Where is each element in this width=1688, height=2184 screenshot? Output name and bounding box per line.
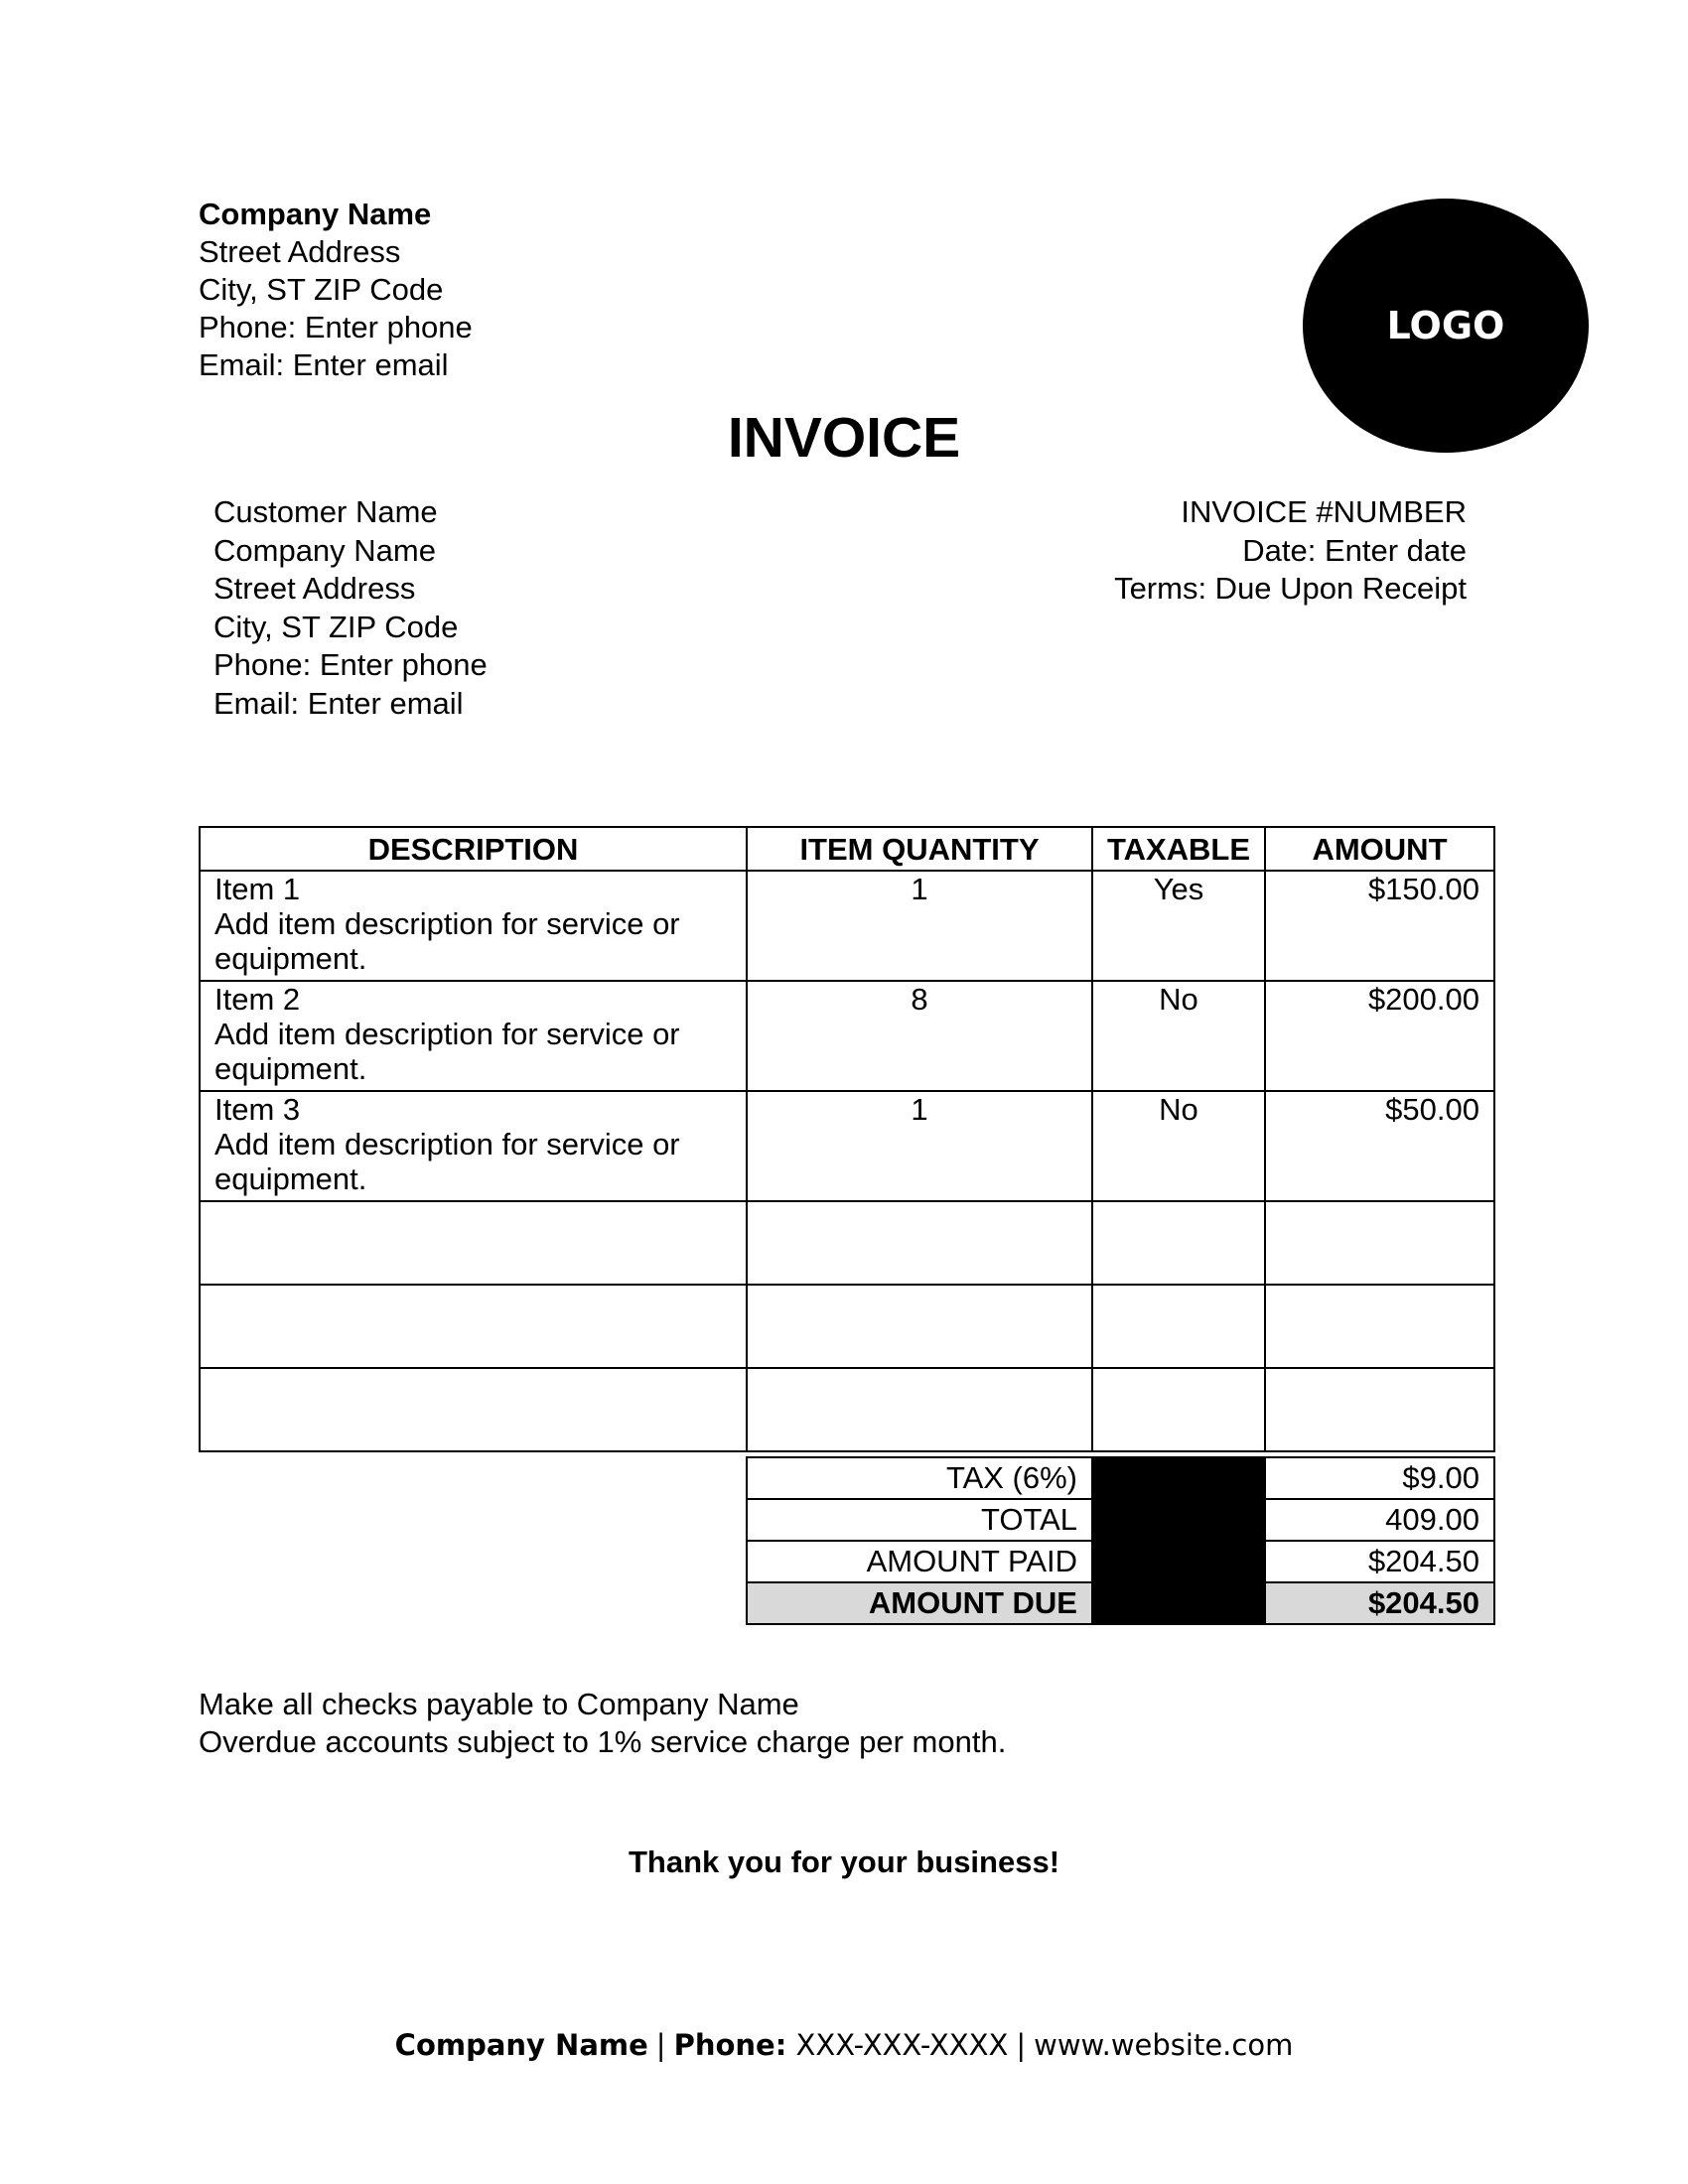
blackout-cell [1092,1457,1265,1499]
empty-cell [200,1201,747,1285]
item-name: Item 3 [214,1092,301,1127]
footer-phone: XXX-XXX-XXXX [795,2028,1009,2062]
empty-cell [1092,1201,1265,1285]
item-taxable: No [1092,981,1265,1091]
note-line-1: Make all checks payable to Company Name [199,1687,799,1721]
table-row [200,981,1494,1091]
header-quantity: ITEM QUANTITY [747,827,1092,871]
item-description: Add item description for service or equipment. [214,906,680,976]
header-description: DESCRIPTION [200,827,747,871]
tax-value: $9.00 [1265,1457,1494,1499]
due-value: $204.50 [1265,1582,1494,1624]
item-description: Add item description for service or equipment. [214,1017,680,1086]
item-amount: $50.00 [1265,1091,1494,1201]
item-taxable: Yes [1092,871,1265,981]
table-header-row [200,827,1494,871]
customer-company: Company Name [213,532,436,568]
footer [0,2028,1688,2062]
empty-cell [747,1201,1092,1285]
customer-phone: Phone: Enter phone [213,647,488,682]
item-description: Add item description for service or equipment. [214,1127,680,1196]
sender-email: Email: Enter email [199,347,449,382]
table-row [200,1091,1494,1201]
blackout-cell [1092,1541,1265,1582]
table-row [200,871,1494,981]
header-taxable: TAXABLE [1092,827,1265,871]
empty-cell [1265,1368,1494,1451]
empty-cell [1265,1201,1494,1285]
empty-row [200,1285,1494,1368]
note-line-2: Overdue accounts subject to 1% service charge per month. [199,1724,1007,1759]
empty-row [200,1201,1494,1285]
footer-separator: | [1016,2028,1027,2062]
item-description-cell [200,871,747,981]
total-label: TOTAL [747,1499,1092,1541]
tax-row [747,1457,1494,1499]
item-name: Item 2 [214,982,301,1017]
customer-name: Customer Name [213,494,438,529]
customer-email: Email: Enter email [213,685,464,721]
blackout-cell [1092,1582,1265,1624]
blackout-cell [1092,1499,1265,1541]
empty-cell [1265,1285,1494,1368]
item-quantity: 8 [747,981,1092,1091]
sender-company: Company Name [199,197,432,231]
tax-label: TAX (6%) [747,1457,1092,1499]
item-amount: $150.00 [1265,871,1494,981]
empty-row [200,1368,1494,1451]
invoice-meta [1114,493,1467,609]
logo-text: LOGO [1386,304,1505,347]
empty-cell [747,1368,1092,1451]
paid-label: AMOUNT PAID [747,1541,1092,1582]
sender-info [199,196,473,384]
thank-you-message: Thank you for your business! [628,1844,1060,1879]
footer-website: www.website.com [1034,2028,1294,2062]
paid-row [747,1541,1494,1582]
customer-city: City, ST ZIP Code [213,609,459,644]
sender-phone: Phone: Enter phone [199,310,473,344]
empty-cell [1092,1285,1265,1368]
item-quantity: 1 [747,1091,1092,1201]
total-value: 409.00 [1265,1499,1494,1541]
totals-table [746,1456,1495,1625]
due-label: AMOUNT DUE [747,1582,1092,1624]
empty-cell [200,1368,747,1451]
sender-street: Street Address [199,234,401,269]
invoice-date: Date: Enter date [1242,532,1467,568]
header-amount: AMOUNT [1265,827,1494,871]
paid-value: $204.50 [1265,1541,1494,1582]
item-taxable: No [1092,1091,1265,1201]
invoice-terms: Terms: Due Upon Receipt [1114,571,1467,606]
footer-separator: | [655,2028,666,2062]
invoice-title: INVOICE [727,406,961,470]
empty-cell [200,1285,747,1368]
sender-city: City, ST ZIP Code [199,272,444,307]
empty-cell [747,1285,1092,1368]
footer-company: Company Name [394,2028,648,2062]
payment-notes [199,1686,1006,1761]
footer-phone-label: Phone: [673,2028,787,2062]
item-description-cell [200,1091,747,1201]
item-description-cell [200,981,747,1091]
item-amount: $200.00 [1265,981,1494,1091]
customer-info [213,493,488,723]
total-row [747,1499,1494,1541]
empty-cell [1092,1368,1265,1451]
items-table [199,826,1495,1452]
item-quantity: 1 [747,871,1092,981]
customer-street: Street Address [213,571,416,606]
invoice-number: INVOICE #NUMBER [1181,494,1467,529]
due-row [747,1582,1494,1624]
item-name: Item 1 [214,872,301,906]
